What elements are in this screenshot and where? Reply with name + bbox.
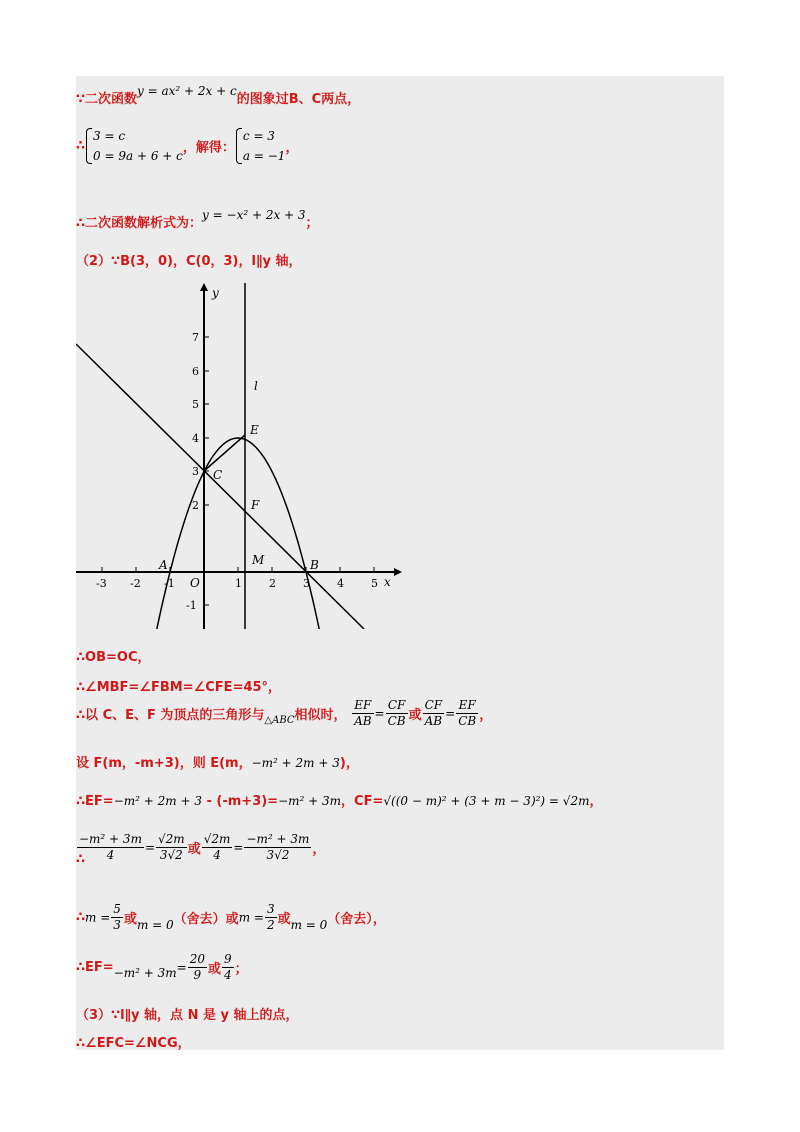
equation: 0 = 9a + 6 + c bbox=[93, 149, 183, 163]
solution-sheet bbox=[76, 76, 724, 1050]
text: ∴二次函数解析式为： bbox=[76, 216, 203, 231]
text: ∴OB=OC， bbox=[76, 650, 151, 665]
text: 相似时， bbox=[294, 708, 347, 723]
text: 的图象过B、C两点， bbox=[236, 92, 361, 107]
fraction: $\frac{9}{4}$ bbox=[224, 952, 232, 982]
formula-result: y = −x² + 2x + 3 bbox=[202, 208, 306, 222]
fraction: $\frac{\text{−m² + 3m}}{4}$ bbox=[79, 832, 142, 862]
x-tick-label: 5 bbox=[371, 577, 378, 590]
text: ， bbox=[312, 842, 326, 857]
x-tick-label: 3 bbox=[303, 577, 310, 590]
tick-labels bbox=[96, 331, 378, 612]
equation: 3 = c bbox=[93, 129, 126, 143]
origin-label: O bbox=[190, 576, 200, 590]
text: ∴EF= bbox=[76, 960, 114, 975]
text: ∴以 C、E、F 为顶点的三角形与 bbox=[76, 708, 265, 723]
line-11 bbox=[76, 902, 386, 933]
expression-cf: √((0 − m)² + (3 + m − 3)²) = √2m bbox=[383, 794, 590, 808]
fraction: $\frac{3}{2}$ bbox=[266, 902, 275, 932]
line-14 bbox=[76, 1032, 191, 1051]
fraction: $\frac{EF}{AB}$ bbox=[354, 698, 372, 728]
axis-ticks bbox=[102, 337, 374, 605]
text: （舍去） bbox=[327, 912, 373, 927]
line-4 bbox=[76, 250, 301, 269]
text: ，CF= bbox=[341, 794, 384, 809]
text: ， bbox=[589, 794, 603, 809]
text: ，解得： bbox=[182, 140, 235, 156]
y-tick-label: 7 bbox=[192, 331, 199, 344]
line-9 bbox=[76, 790, 602, 809]
text: 或 bbox=[187, 842, 201, 857]
text: ； bbox=[305, 216, 319, 231]
triangle-abc: △ABC bbox=[264, 715, 295, 726]
y-tick-label: 2 bbox=[192, 499, 199, 512]
y-tick-label: 4 bbox=[192, 432, 199, 445]
line-bc bbox=[76, 344, 364, 629]
therefore-symbol: ∴ bbox=[76, 910, 86, 925]
text: ∴∠EFC=∠NCG， bbox=[76, 1036, 191, 1051]
y-tick-label: -1 bbox=[186, 599, 197, 612]
point-e-label: E bbox=[250, 423, 259, 437]
expression: m = 0 bbox=[290, 918, 328, 932]
x-tick-label: 2 bbox=[269, 577, 276, 590]
parabola-graph bbox=[76, 283, 406, 629]
expression: m = bbox=[85, 910, 111, 925]
equation: a = −1 bbox=[242, 149, 286, 163]
line-10-therefore bbox=[76, 852, 85, 867]
fraction: $\frac{√2m}{4}$ bbox=[203, 832, 231, 862]
therefore-symbol: ∴ bbox=[76, 138, 86, 154]
fraction: $\frac{CF}{CB}$ bbox=[387, 698, 406, 728]
y-tick-label: 3 bbox=[192, 465, 199, 478]
expression: −m² + 3m bbox=[113, 966, 177, 980]
line-8 bbox=[76, 752, 359, 771]
text: ， bbox=[372, 912, 386, 927]
x-tick-label: -2 bbox=[130, 577, 141, 590]
point-m-label: M bbox=[252, 553, 265, 567]
x-tick-label: -1 bbox=[164, 577, 175, 590]
text: 或 bbox=[225, 912, 239, 927]
parabola-curve bbox=[150, 438, 327, 629]
text: 设 F(m，-m+3)，则 E(m， bbox=[76, 756, 252, 771]
line-12: ∴EF=−m² + 3m= $\frac{20}{9}$ 或 $\frac{9}{4}$ ； bbox=[76, 952, 248, 982]
y-tick-label: 6 bbox=[192, 365, 199, 378]
line-l-label: l bbox=[254, 379, 258, 393]
point-f-label: F bbox=[251, 498, 260, 512]
expression: m = 0 bbox=[136, 918, 174, 932]
fraction: $\frac{5}{3}$ bbox=[113, 902, 121, 932]
point-c-label: C bbox=[213, 468, 223, 482]
equation: c = 3 bbox=[242, 129, 275, 143]
therefore-symbol: ∴ bbox=[76, 852, 86, 867]
text: ； bbox=[234, 962, 248, 977]
line-6 bbox=[76, 676, 281, 695]
x-tick-label: -3 bbox=[96, 577, 107, 590]
text: ， bbox=[479, 708, 493, 723]
text: ∴∠MBF=∠FBM=∠CFE=45°， bbox=[76, 680, 282, 695]
text: 或 bbox=[123, 912, 137, 927]
text: 或 bbox=[277, 912, 291, 927]
equation-system-2 bbox=[235, 126, 286, 166]
point-b-label: B bbox=[310, 558, 319, 572]
text: 或 bbox=[208, 962, 222, 977]
formula-parabola: y = ax² + 2x + c bbox=[137, 84, 237, 98]
fraction: $\frac{√2m}{3√2}$ bbox=[158, 832, 185, 862]
expression: −m² + 2m + 3 bbox=[113, 794, 202, 808]
point-a-label: A bbox=[159, 558, 168, 572]
text: （3）∵l∥y 轴，点 N 是 y 轴上的点， bbox=[76, 1008, 299, 1023]
text: （2）∵B(3，0)，C(0，3)，l∥y 轴， bbox=[76, 254, 302, 269]
x-axis-arrow bbox=[394, 568, 402, 576]
y-tick-label: 5 bbox=[192, 398, 199, 411]
text: ， bbox=[285, 140, 299, 156]
x-axis-label: x bbox=[384, 575, 391, 589]
line-2 bbox=[76, 126, 298, 166]
expression: −m² + 3m bbox=[278, 794, 342, 808]
expression: −m² + 2m + 3 bbox=[251, 756, 340, 770]
segment-ce bbox=[204, 435, 245, 471]
fraction: $\frac{CF}{AB}$ bbox=[424, 698, 443, 728]
line-13 bbox=[76, 1004, 299, 1023]
y-axis-arrow bbox=[200, 283, 208, 291]
text: 或 bbox=[408, 708, 422, 723]
line-10: $\frac{\text{−m² + 3m}}{4}$ = $\frac{√2m}{3√2}$ 或 $\frac{√2m}{4}$ = $\frac{\text{−m² + 3m}}{3√2}$ ， bbox=[79, 832, 326, 862]
equation-system-1 bbox=[85, 126, 183, 166]
text: - (-m+3)= bbox=[201, 794, 279, 809]
x-tick-label: 1 bbox=[235, 577, 242, 590]
text: )， bbox=[339, 756, 359, 771]
line-5 bbox=[76, 646, 151, 665]
text: ∵二次函数 bbox=[76, 92, 138, 107]
line-3 bbox=[76, 208, 319, 231]
fraction: $\frac{\text{−m² + 3m}}{3√2}$ bbox=[246, 832, 310, 862]
line-1 bbox=[76, 84, 361, 107]
y-axis-label: y bbox=[212, 286, 219, 300]
text: ∴EF= bbox=[76, 794, 114, 809]
fraction: $\frac{20}{9}$ bbox=[189, 952, 205, 982]
expression: m = bbox=[238, 910, 264, 925]
x-tick-label: 4 bbox=[337, 577, 344, 590]
line-7: ∴以 C、E、F 为顶点的三角形与$_{\triangle ABC}$相似时， $\frac{EF}{AB}$ = $\frac{CF}{CB}$ 或 $\frac{CF}{AB}$ = $\frac{EF}{CB}$ ， bbox=[76, 698, 493, 728]
text: （舍去） bbox=[173, 912, 226, 927]
fraction: $\frac{EF}{CB}$ bbox=[458, 698, 477, 728]
